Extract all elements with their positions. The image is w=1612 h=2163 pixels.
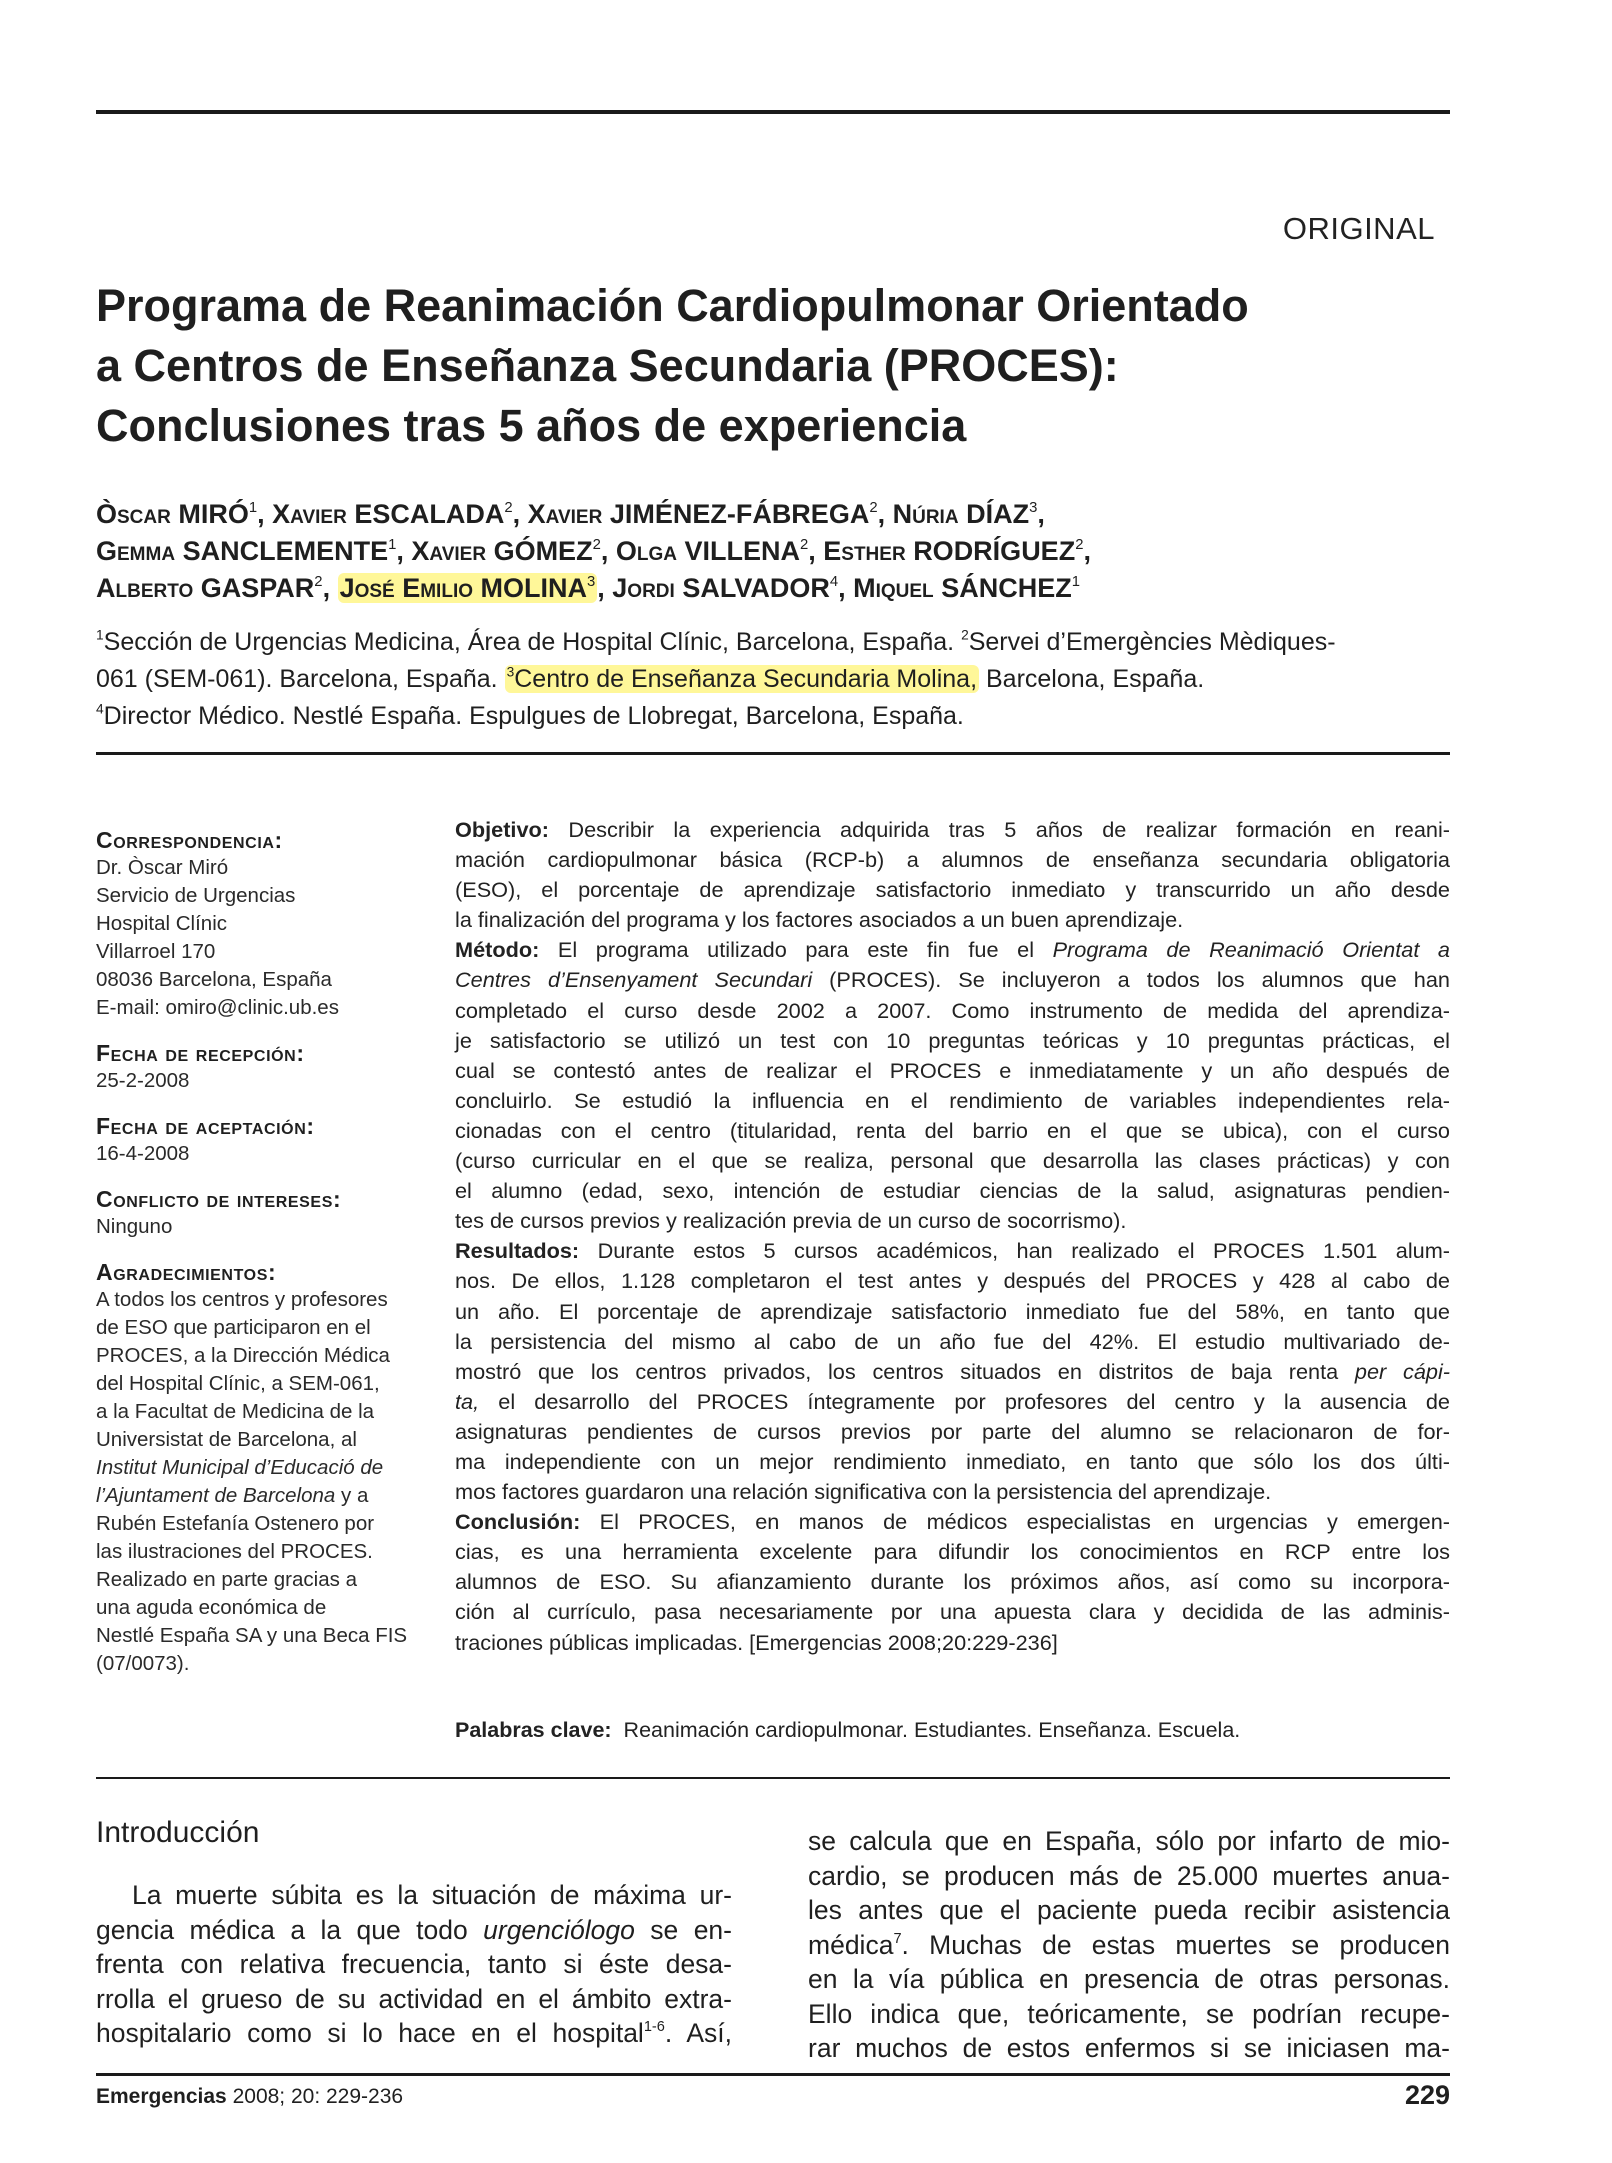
abstract — [455, 815, 1450, 1658]
body-column-left — [96, 1878, 732, 2051]
affiliations: $^1$Sección de Urgencias Medicina, Área de Hospital Clínic, Barcelona, España. $^2$Servei d’Emergències Mèdiques- 061 (SEM-061). Barcelona, España. $^3$Centro de Enseñanza Secundaria Molina, Barcelona, España. $^4$Director Médico. Nestlé España. Espulgues de Llobregat, Barcelona, España. — [96, 627, 1336, 730]
page-number: 229 — [1404, 2080, 1450, 2110]
abstract-line: completado el curso desde 2002 a 2007. Como instrumento de medida del aprendiza- — [455, 997, 1450, 1023]
body-line: La muerte súbita es la situación de máxima ur- — [132, 1880, 732, 1910]
author: Gemma SANCLEMENTE$^1$ — [96, 536, 397, 566]
conflict-value: Ninguno — [96, 1215, 173, 1238]
body-line: gencia médica a la que todo urgenciólogo se en- — [96, 1914, 732, 1945]
abstract-line: traciones públicas implicadas. [Emergencias 2008;20:229-236] — [455, 1629, 1058, 1655]
abstract-line: ta, el desarrollo del PROCES íntegramente por profesores del centro y la ausencia de — [455, 1388, 1450, 1414]
top-rule — [96, 110, 1450, 114]
citation-details: 2008; 20: 229-236 — [232, 2085, 404, 2108]
abstract-line: concluirlo. Se estudió la influencia en el rendimiento de variables independientes rela- — [455, 1087, 1450, 1113]
acknowledgements-line: A todos los centros y profesores — [96, 1288, 388, 1311]
footer-citation — [96, 2085, 403, 2109]
author: Alberto GASPAR$^2$ — [96, 573, 323, 603]
abstract-line: je satisfactorio se utilizó un test con 10 preguntas teóricas y 10 preguntas prácticas, el — [455, 1027, 1450, 1053]
journal-name: Emergencias — [96, 2085, 227, 2108]
abstract-divider — [96, 1777, 1450, 1779]
citation-ref: 7 — [893, 1930, 902, 1947]
conclusion-label: Conclusión: — [455, 1509, 581, 1535]
body-line: médica$^7$. Muchas de estas muertes se producen — [808, 1929, 1450, 1960]
abstract-line: asignaturas pendientes de cursos previos por parte del alumno se relacionaron de for- — [455, 1418, 1450, 1444]
correspondence-line: Servicio de Urgencias — [96, 884, 296, 907]
correspondence-line: Villarroel 170 — [96, 940, 216, 963]
author: Òscar MIRÓ$^1$ — [96, 499, 258, 529]
abstract-line: ma independiente con un mejor rendimiento inmediato, en tanto que sólo los dos últi- — [455, 1448, 1450, 1474]
abstract-line: Objetivo: Describir la experiencia adquirida tras 5 años de realizar formación en reani- — [455, 817, 1450, 842]
correspondence-line: 08036 Barcelona, España — [96, 968, 332, 991]
author: Xavier ESCALADA$^2$ — [272, 499, 513, 529]
title-line: a Centros de Enseñanza Secundaria (PROCES): — [96, 340, 1119, 391]
correspondence-email: E-mail: omiro@clinic.ub.es — [96, 996, 339, 1019]
author-list: Òscar MIRÓ$^1$, Xavier ESCALADA$^2$, Xavier JIMÉNEZ-FÁBREGA$^2$, Núria DÍAZ$^3$, Gemma SANCLEMENTE$^1$, Xavier GÓMEZ$^2$, Olga VILLENA$^2$, Esther RODRÍGUEZ$^2$, Alberto GASPAR$^2$, José Emilio MOLINA$^3$, Jordi SALVADOR$^4$, Miquel SÁNCHEZ$^1$ — [96, 499, 1091, 603]
method-label: Método: — [455, 937, 540, 963]
article-title — [96, 276, 1456, 456]
body-line: Ello indica que, teóricamente, se podrían recupe- — [808, 1998, 1450, 2029]
abstract-line: Resultados: Durante estos 5 cursos académicos, han realizado el PROCES 1.501 alum- — [455, 1238, 1450, 1264]
abstract-line: (curso curricular en el que se realiza, personal que desarrolla las clases prácticas) y con — [455, 1148, 1450, 1174]
author: Esther RODRÍGUEZ$^2$ — [823, 536, 1084, 566]
body-line: rar muchos de estos enfermos si se iniciasen ma- — [808, 2033, 1450, 2063]
keywords-label: Palabras clave: — [455, 1718, 612, 1742]
abstract-line: ción al currículo, pasa necesariamente por una apuesta clara y decidida de las adminis- — [455, 1599, 1450, 1625]
affiliation: Servei d’Emergències Mèdiques- — [968, 628, 1336, 656]
body-line: se calcula que en España, sólo por infarto de mio- — [808, 1826, 1450, 1856]
body-line: en la vía pública en presencia de otras personas. — [808, 1964, 1450, 1994]
abstract-line: Conclusión: El PROCES, en manos de médicos especialistas en urgencias y emergen- — [455, 1509, 1450, 1535]
abstract-line: mación cardiopulmonar básica (RCP-b) a alumnos de enseñanza secundaria obligatoria — [455, 847, 1450, 873]
affiliation: Director Médico. Nestlé España. Espulgues de Llobregat, Barcelona, España. — [103, 702, 964, 730]
affiliation: 061 (SEM-061). Barcelona, España. — [96, 665, 498, 693]
author: Olga VILLENA$^2$ — [615, 536, 809, 566]
accepted-date: 16-4-2008 — [96, 1142, 190, 1165]
results-label: Resultados: — [455, 1238, 580, 1264]
keywords-value: Reanimación cardiopulmonar. Estudiantes. Enseñanza. Escuela. — [623, 1718, 1241, 1742]
acknowledgements-line: (07/0073). — [96, 1652, 190, 1675]
abstract-line: (ESO), el porcentaje de aprendizaje satisfactorio inmediato y transcurrido un año desde — [455, 877, 1450, 903]
citation-ref: 1-6 — [643, 2019, 665, 2036]
body-line: rrolla el grueso de su actividad en el ámbito extra- — [96, 1983, 732, 2014]
acknowledgements-line: del Hospital Clínic, a SEM-061, — [96, 1372, 380, 1395]
affiliation: Sección de Urgencias Medicina, Área de Hospital Clínic, Barcelona, España. — [103, 628, 955, 656]
acknowledgements-line: Universistat de Barcelona, al — [96, 1428, 357, 1451]
abstract-line: Método: El programa utilizado para este fin fue el Programa de Reanimació Orientat a — [455, 937, 1450, 963]
body-line: frenta con relativa frecuencia, tanto si éste desa- — [96, 1949, 732, 1979]
abstract-line: la persistencia del mismo al cabo de un año fue del 42%. El estudio multivariado de- — [455, 1328, 1450, 1354]
acknowledgements-line: Realizado en parte gracias a — [96, 1568, 357, 1591]
body-column-right — [808, 1824, 1450, 2066]
article-info-sidebar — [96, 826, 426, 1678]
author: Xavier GÓMEZ$^2$ — [411, 536, 601, 566]
correspondence-line: Hospital Clínic — [96, 912, 228, 935]
footer-rule — [96, 2073, 1450, 2076]
received-heading: Fecha de recepción: — [96, 1040, 305, 1066]
author: Xavier JIMÉNEZ-FÁBREGA$^2$ — [527, 499, 878, 529]
keywords — [455, 1718, 1450, 1743]
abstract-line: cual se contestó antes de realizar el PROCES e inmediatamente y un año después de — [455, 1057, 1450, 1083]
author: Miquel SÁNCHEZ$^1$ — [853, 573, 1080, 603]
acknowledgements-line: Nestlé España SA y una Beca FIS — [96, 1624, 408, 1647]
abstract-line: cionadas con el centro (titularidad, renta del barrio en el que se ubica), con el curso — [455, 1117, 1450, 1143]
acknowledgements-line: Rubén Estefanía Ostenero por — [96, 1512, 375, 1535]
abstract-line: mos factores guardaron una relación significativa con la persistencia del aprendizaje. — [455, 1479, 1272, 1505]
acknowledgements-line: una aguda económica de — [96, 1596, 327, 1619]
abstract-line: el alumno (edad, sexo, intención de estudiar ciencias de la salud, asignaturas pendien- — [455, 1178, 1450, 1204]
acknowledgements-heading: Agradecimientos: — [96, 1259, 277, 1285]
abstract-line: tes de cursos previos y realización previa de un curso de socorrismo). — [455, 1208, 1127, 1234]
title-line: Programa de Reanimación Cardiopulmonar Orientado — [96, 280, 1249, 331]
abstract-line: cias, es una herramienta excelente para difundir los conocimientos en RCP entre los — [455, 1539, 1450, 1565]
title-line: Conclusiones tras 5 años de experiencia — [96, 400, 967, 451]
header-divider — [96, 752, 1450, 755]
abstract-line: un año. El porcentaje de aprendizaje satisfactorio inmediato fue del 58%, en tanto que — [455, 1298, 1450, 1324]
abstract-line: alumnos de ESO. Su afianzamiento durante los próximos años, así como su incorpora- — [455, 1569, 1450, 1595]
acknowledgements-line: de ESO que participaron en el — [96, 1316, 371, 1339]
abstract-line: nos. De ellos, 1.128 completaron el test antes y después del PROCES y 428 al cabo de — [455, 1268, 1450, 1294]
highlighted-author: José Emilio MOLINA$^3$ — [339, 573, 596, 603]
acknowledgements-line: Institut Municipal d’Educació de — [96, 1456, 384, 1479]
author: Jordi SALVADOR$^4$ — [612, 573, 839, 603]
conflict-heading: Conflicto de intereses: — [96, 1186, 342, 1212]
body-line: hospitalario como si lo hace en el hospital$^{1-6}$. Así, — [96, 2018, 732, 2048]
objective-label: Objetivo: — [455, 817, 549, 842]
acknowledgements-line: PROCES, a la Dirección Médica — [96, 1344, 390, 1367]
author: Núria DÍAZ$^3$ — [892, 499, 1038, 529]
acknowledgements-line: a la Facultat de Medicina de la — [96, 1400, 375, 1423]
acknowledgements-line: las ilustraciones del PROCES. — [96, 1540, 373, 1563]
abstract-line: mostró que los centros privados, los centros situados en distritos de baja renta per cápi- — [455, 1358, 1450, 1384]
accepted-heading: Fecha de aceptación: — [96, 1113, 315, 1139]
received-date: 25-2-2008 — [96, 1069, 190, 1092]
body-line: cardio, se producen más de 25.000 muertes anua- — [808, 1860, 1450, 1891]
abstract-line: la finalización del programa y los factores asociados a un buen aprendizaje. — [455, 907, 1184, 933]
correspondence-heading: Correspondencia: — [96, 827, 283, 853]
correspondence-line: Dr. Òscar Miró — [96, 856, 229, 879]
section-heading-introduccion: Introducción — [96, 1816, 260, 1849]
body-line: les antes que el paciente pueda recibir asistencia — [808, 1895, 1450, 1925]
acknowledgements-line: l’Ajuntament de Barcelona y a — [96, 1484, 369, 1507]
highlighted-affiliation: $^3$Centro de Enseñanza Secundaria Molina, — [506, 664, 978, 693]
abstract-line: Centres d’Ensenyament Secundari (PROCES). Se incluyeron a todos los alumnos que han — [455, 967, 1450, 993]
section-label: ORIGINAL — [1282, 211, 1435, 246]
